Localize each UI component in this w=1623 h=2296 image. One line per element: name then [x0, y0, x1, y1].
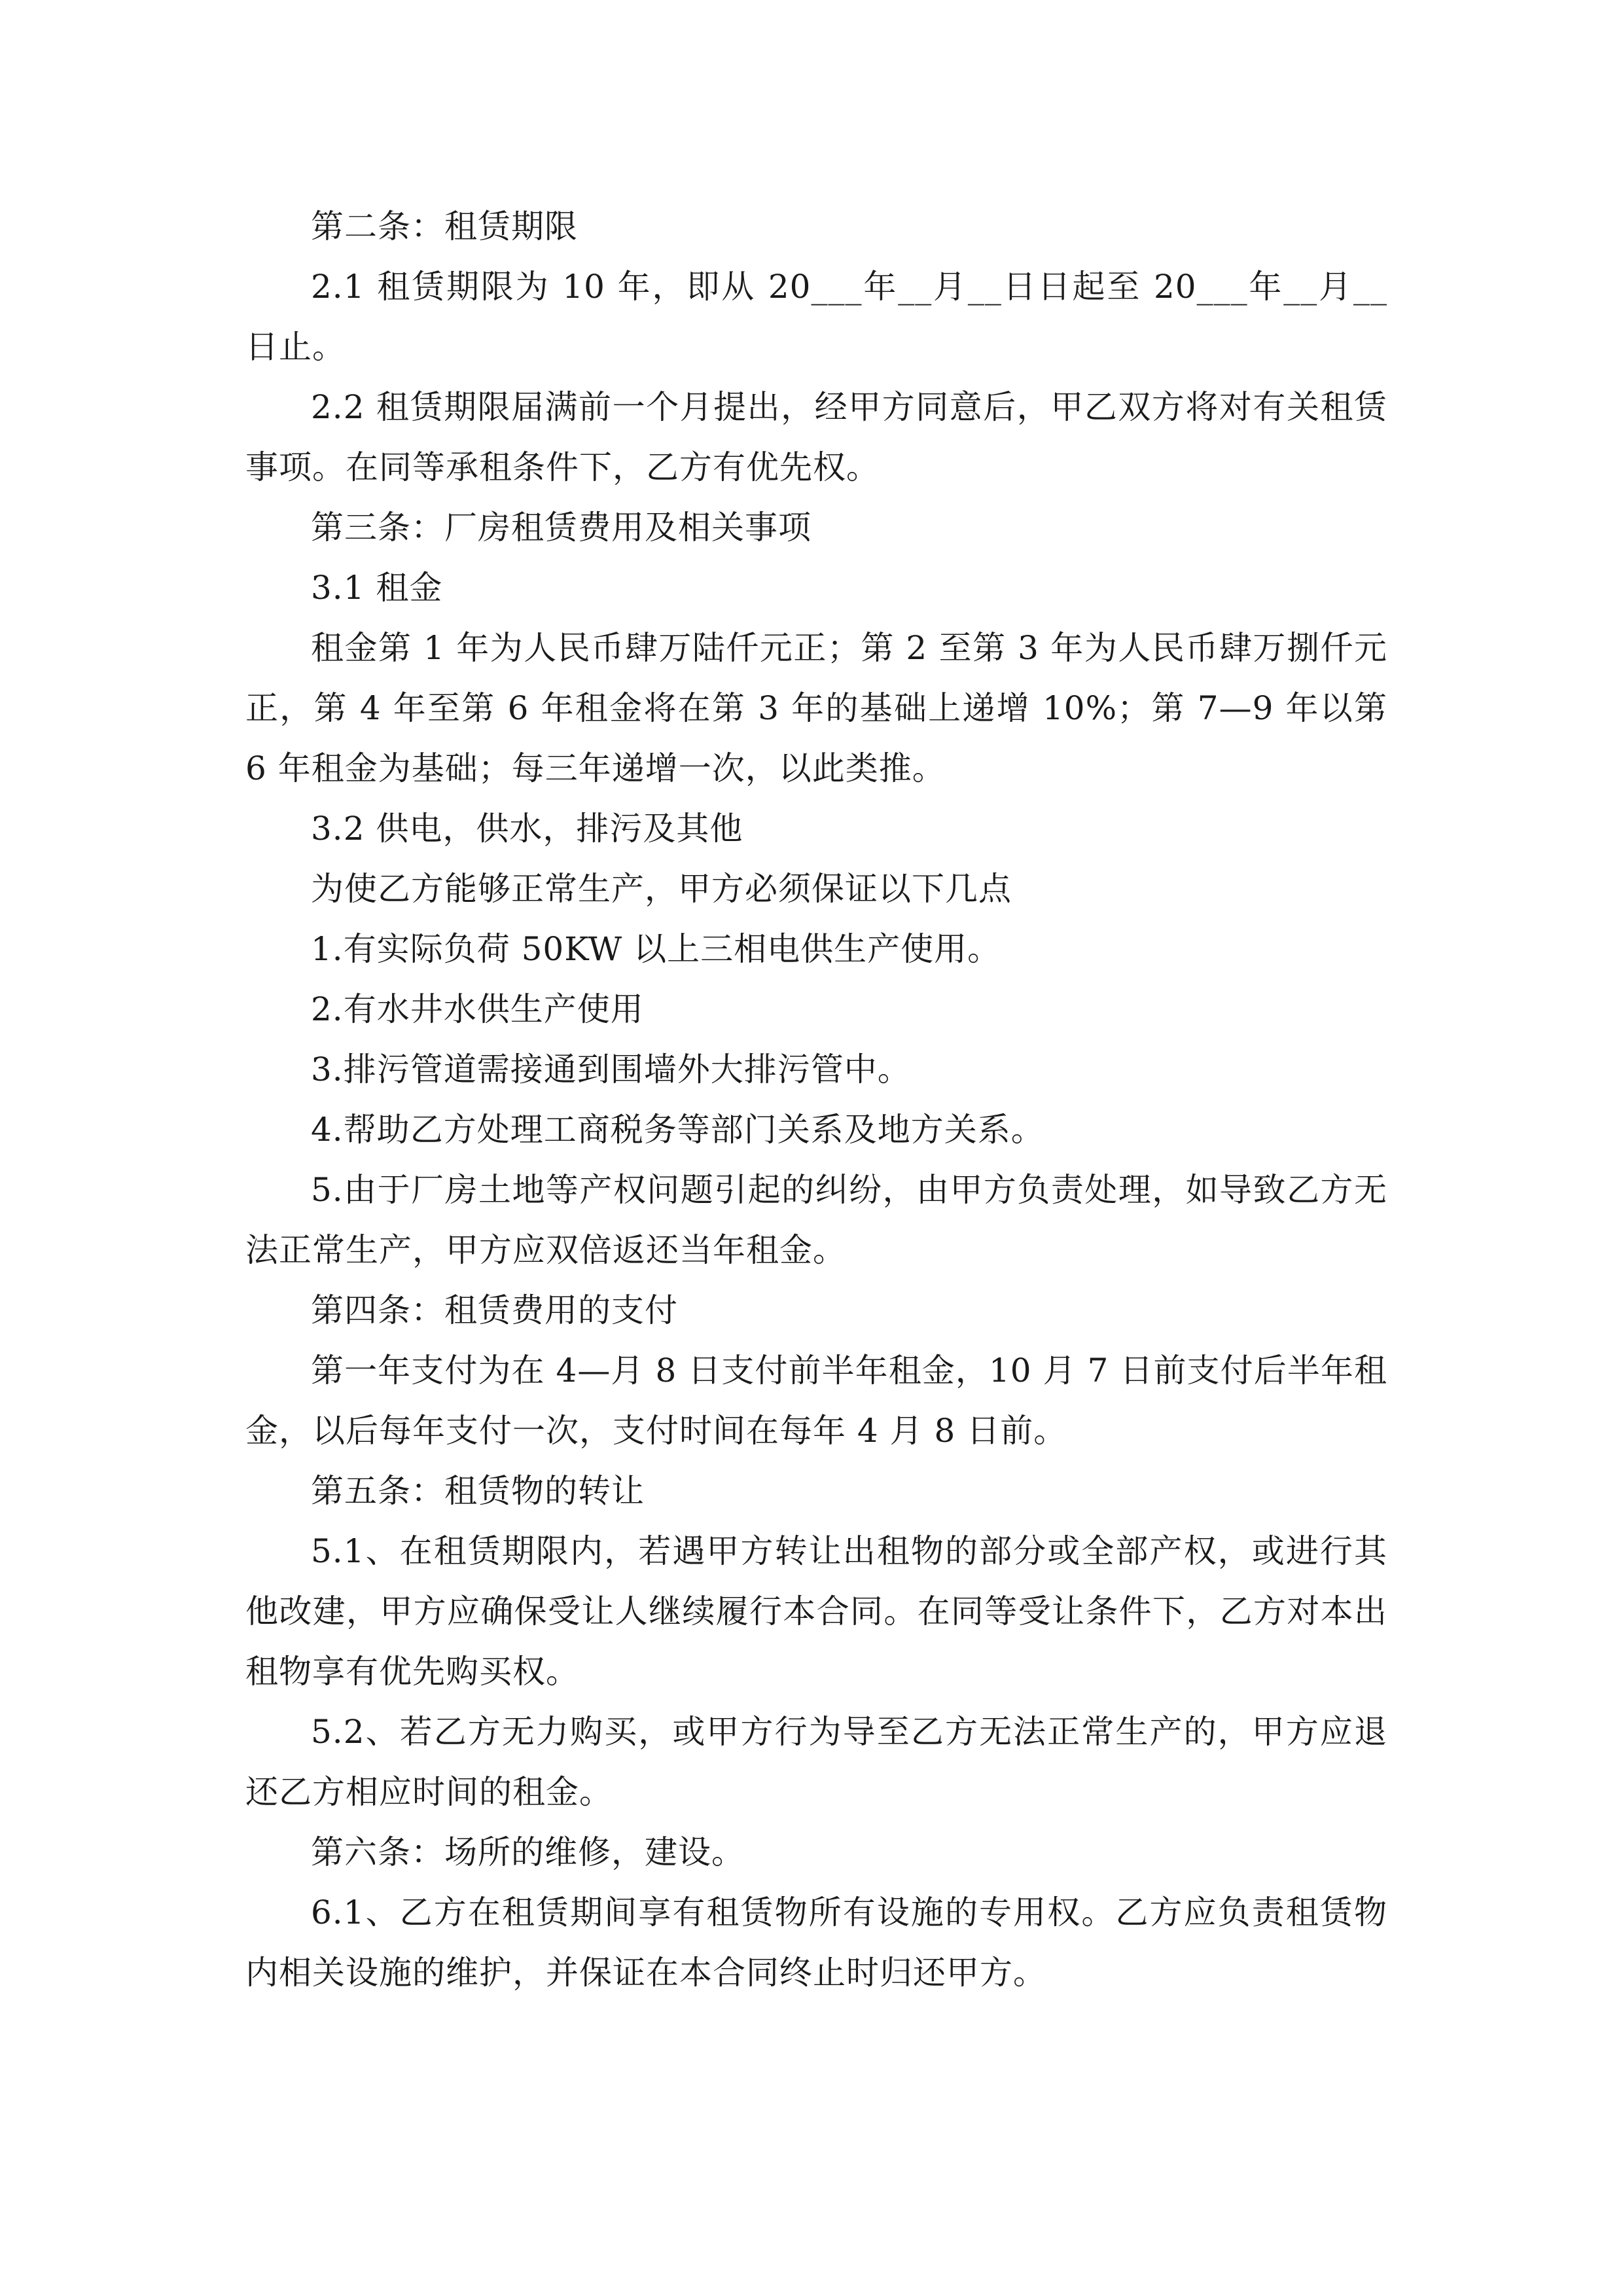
rent-terms-paragraph: 租金第 1 年为人民币肆万陆仟元正；第 2 至第 3 年为人民币肆万捌仟元正，第 4 年至第 6 年租金将在第 3 年的基础上递增 10%；第 7—9 年以第 6 年租金为基础；每三年递增一次，以此类推。 [245, 629, 1387, 787]
guarantee-item-2: 2.有水井水供生产使用 [311, 990, 644, 1028]
subheading-3-2: 3.2 供电，供水，排污及其他 [311, 810, 743, 848]
document-body [245, 196, 1387, 2003]
clause-5-2: 5.2、若乙方无力购买，或甲方行为导至乙方无法正常生产的，甲方应退还乙方相应时间的租金。 [245, 1713, 1387, 1811]
payment-terms-paragraph: 第一年支付为在 4—月 8 日支付前半年租金，10 月 7 日前支付后半年租金，以后每年支付一次，支付时间在每年 4 月 8 日前。 [245, 1352, 1387, 1450]
heading-article-3: 第三条：厂房租赁费用及相关事项 [311, 509, 812, 547]
guarantee-intro: 为使乙方能够正常生产，甲方必须保证以下几点 [311, 870, 1012, 908]
guarantee-item-5: 5.由于厂房土地等产权问题引起的纠纷，由甲方负责处理，如导致乙方无法正常生产，甲方应双倍返还当年租金。 [245, 1171, 1387, 1269]
guarantee-item-3: 3.排污管道需接通到围墙外大排污管中。 [311, 1050, 911, 1088]
clause-2-1: 2.1 租赁期限为 10 年，即从 20___年__月__日日起至 20___年__月__日止。 [245, 268, 1387, 366]
clause-6-1: 6.1、乙方在租赁期间享有租赁物所有设施的专用权。乙方应负责租赁物内相关设施的维护，并保证在本合同终止时归还甲方。 [245, 1893, 1387, 1992]
heading-article-5: 第五条：租赁物的转让 [311, 1472, 645, 1510]
heading-article-2: 第二条：租赁期限 [311, 207, 578, 245]
heading-article-6: 第六条：场所的维修，建设。 [311, 1833, 745, 1871]
guarantee-item-1: 1.有实际负荷 50KW 以上三相电供生产使用。 [311, 930, 1001, 968]
clause-5-1: 5.1、在租赁期限内，若遇甲方转让出租物的部分或全部产权，或进行其他改建，甲方应确保受让人继续履行本合同。在同等受让条件下，乙方对本出租物享有优先购买权。 [245, 1532, 1387, 1691]
guarantee-item-4: 4.帮助乙方处理工商税务等部门关系及地方关系。 [311, 1111, 1044, 1149]
subheading-3-1: 3.1 租金 [311, 569, 443, 607]
heading-article-4: 第四条：租赁费用的支付 [311, 1291, 678, 1329]
clause-2-2: 2.2 租赁期限届满前一个月提出，经甲方同意后，甲乙双方将对有关租赁事项。在同等承租条件下，乙方有优先权。 [245, 388, 1387, 486]
